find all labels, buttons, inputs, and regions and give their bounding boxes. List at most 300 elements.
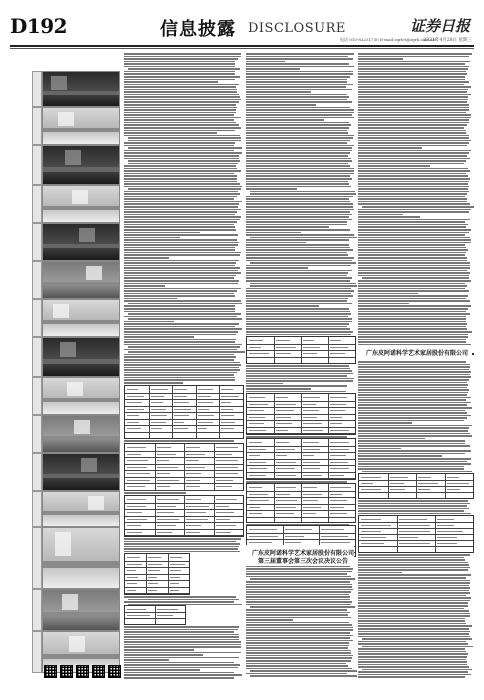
text-line — [358, 63, 465, 65]
text-line — [246, 629, 353, 631]
text-line — [246, 270, 352, 272]
text-line — [358, 608, 464, 610]
text-line — [246, 73, 353, 75]
text-line — [358, 124, 467, 126]
text-line — [362, 638, 472, 640]
text-line — [358, 91, 467, 93]
text-line — [246, 109, 354, 111]
text-line — [246, 188, 297, 190]
text-line — [246, 604, 351, 606]
text-line — [358, 661, 467, 663]
text-line — [246, 290, 354, 292]
text-line — [124, 328, 242, 330]
text-line — [124, 76, 240, 78]
text-line — [246, 252, 347, 254]
text-line — [358, 163, 464, 165]
text-line — [358, 585, 469, 587]
text-line — [358, 582, 470, 584]
text-line — [358, 242, 471, 244]
text-line — [246, 137, 353, 139]
issue-date: 2021年4月28日 星期三 — [423, 38, 472, 43]
text-line — [124, 66, 235, 68]
text-line — [358, 214, 403, 216]
text-line — [246, 209, 354, 211]
text-line — [358, 300, 470, 302]
text-line — [124, 354, 234, 356]
text-line — [358, 379, 469, 381]
text-line — [358, 112, 466, 114]
text-line — [358, 602, 468, 604]
notice-title-1: 广东皮阿诺科学艺术家居股份有限公司 — [366, 350, 469, 357]
text-line — [246, 331, 353, 333]
text-line — [246, 267, 308, 269]
text-line — [246, 627, 353, 629]
text-line — [246, 160, 352, 162]
text-line — [358, 262, 470, 264]
text-line — [246, 383, 283, 385]
text-line — [124, 158, 239, 160]
text-line — [124, 652, 241, 654]
text-line — [246, 642, 349, 644]
photo-side-label — [32, 107, 42, 145]
text-line — [358, 676, 465, 678]
qr-code-icon — [92, 665, 105, 678]
text-line — [246, 280, 350, 282]
text-line — [358, 56, 469, 58]
text-line — [124, 316, 237, 318]
text-line — [358, 420, 464, 422]
text-line — [358, 119, 469, 121]
text-line — [124, 634, 239, 636]
text-line — [246, 216, 349, 218]
text-line — [246, 124, 351, 126]
text-line — [124, 117, 241, 119]
text-line — [250, 578, 355, 580]
text-line — [124, 646, 241, 648]
text-line — [124, 262, 236, 264]
text-line — [362, 646, 473, 648]
text-line — [250, 191, 355, 193]
text-line — [358, 61, 470, 63]
text-line — [246, 211, 350, 213]
text-line — [358, 267, 470, 269]
text-line — [246, 132, 348, 134]
text-line — [246, 247, 350, 249]
text-line — [358, 331, 472, 333]
text-line — [124, 257, 169, 259]
text-line — [246, 165, 350, 167]
text-line — [124, 109, 236, 111]
text-line — [124, 288, 241, 290]
text-line — [128, 351, 245, 353]
text-line — [358, 404, 467, 406]
text-line — [358, 508, 469, 510]
text-line — [128, 68, 240, 70]
text-line — [358, 221, 465, 223]
text-line — [124, 168, 237, 170]
text-line — [246, 365, 349, 367]
text-line — [124, 372, 237, 374]
text-line — [124, 367, 239, 369]
text-line — [124, 94, 239, 96]
text-line — [246, 609, 347, 611]
text-line — [358, 410, 465, 412]
text-line — [358, 448, 401, 450]
text-line — [358, 394, 467, 396]
text-line — [358, 94, 471, 96]
text-line — [124, 73, 235, 75]
text-line — [124, 629, 238, 631]
text-line — [124, 382, 183, 384]
text-line — [246, 665, 348, 667]
text-line — [358, 73, 467, 75]
text-line — [124, 152, 242, 154]
text-line — [124, 339, 236, 341]
text-line — [124, 369, 240, 371]
text-line — [358, 178, 470, 180]
text-line — [246, 596, 350, 598]
text-line — [358, 71, 466, 73]
text-line — [124, 377, 235, 379]
interior-photo-8 — [42, 337, 120, 377]
text-line — [358, 201, 467, 203]
text-line — [124, 344, 242, 346]
text-line — [246, 122, 349, 124]
text-line — [358, 468, 464, 470]
text-line — [250, 283, 356, 285]
text-line — [246, 308, 349, 310]
text-line — [358, 445, 470, 447]
text-line — [358, 557, 464, 559]
text-line — [124, 356, 236, 358]
text-line — [358, 168, 468, 170]
text-line — [124, 91, 237, 93]
text-line — [124, 56, 241, 58]
text-line — [358, 417, 467, 419]
text-line — [358, 339, 466, 341]
text-line — [246, 323, 349, 325]
text-line — [358, 173, 466, 175]
text-line — [246, 145, 354, 147]
interior-photo-1 — [42, 71, 120, 107]
text-line — [358, 610, 469, 612]
text-line — [246, 581, 350, 583]
text-line — [124, 150, 234, 152]
text-line — [246, 380, 353, 382]
text-line — [246, 203, 353, 205]
text-line — [358, 150, 471, 152]
text-line — [358, 341, 466, 343]
text-line — [358, 58, 403, 60]
text-line — [358, 285, 467, 287]
text-line — [246, 591, 351, 593]
text-line — [124, 191, 238, 193]
text-line — [124, 221, 237, 223]
text-line — [358, 109, 469, 111]
text-line — [246, 635, 353, 637]
text-line — [124, 362, 240, 364]
data-table — [124, 495, 244, 537]
text-line — [246, 645, 349, 647]
text-line — [358, 188, 468, 190]
text-line — [246, 58, 353, 60]
text-line — [246, 576, 351, 578]
text-line — [358, 600, 470, 602]
text-line — [358, 305, 471, 307]
text-line — [358, 392, 468, 394]
text-line — [246, 56, 348, 58]
text-line — [246, 566, 350, 568]
text-line — [124, 538, 241, 540]
text-line — [246, 288, 351, 290]
text-line — [246, 385, 347, 387]
text-line — [358, 328, 467, 330]
text-line — [128, 163, 238, 165]
text-line — [246, 81, 347, 83]
text-line — [124, 53, 241, 55]
text-line — [246, 586, 352, 588]
text-line — [124, 86, 236, 88]
text-line — [124, 239, 237, 241]
text-line — [358, 433, 470, 435]
text-line — [358, 249, 468, 251]
text-line — [124, 99, 241, 101]
text-line — [246, 275, 347, 277]
text-line — [124, 219, 240, 221]
text-line — [246, 224, 347, 226]
text-line — [246, 147, 352, 149]
text-line — [358, 226, 466, 228]
text-line — [358, 265, 470, 267]
text-line — [246, 229, 350, 231]
text-line — [358, 620, 465, 622]
section-title: 信息披露 — [160, 19, 236, 40]
text-line — [358, 170, 470, 172]
interior-photo-4 — [42, 185, 120, 223]
text-line — [358, 257, 467, 259]
text-line — [246, 71, 353, 73]
text-line — [246, 86, 346, 88]
text-line — [358, 107, 469, 109]
text-line — [246, 239, 349, 241]
text-line — [124, 290, 237, 292]
text-line — [124, 183, 240, 185]
text-line — [358, 625, 472, 627]
text-line — [246, 114, 352, 116]
text-line — [124, 101, 239, 103]
text-line — [246, 373, 353, 375]
text-line — [124, 71, 235, 73]
text-line — [358, 399, 466, 401]
text-line — [124, 84, 239, 86]
text-line — [358, 384, 468, 386]
text-line — [124, 130, 235, 132]
text-line — [124, 323, 239, 325]
text-line — [358, 427, 469, 429]
photo-side-label — [32, 491, 42, 527]
text-line — [124, 364, 241, 366]
text-line — [358, 234, 465, 236]
text-line — [246, 298, 348, 300]
text-line — [358, 303, 409, 305]
page-number: D192 — [10, 14, 68, 38]
text-line — [358, 196, 465, 198]
text-line — [124, 135, 240, 137]
text-line — [358, 79, 465, 81]
text-line — [124, 234, 238, 236]
photo-side-label — [32, 71, 42, 107]
text-line — [358, 216, 420, 218]
text-line — [124, 649, 194, 651]
text-line — [358, 438, 425, 440]
text-line — [124, 63, 235, 65]
text-line — [358, 651, 466, 653]
interior-photo-14 — [42, 589, 120, 631]
text-line — [358, 369, 469, 371]
text-line — [124, 662, 234, 664]
text-line — [124, 224, 234, 226]
qr-code-icon — [60, 665, 73, 678]
text-line — [124, 321, 174, 323]
interior-photo-12 — [42, 491, 120, 527]
text-line — [124, 543, 240, 545]
text-line — [358, 412, 467, 414]
text-line — [124, 79, 235, 81]
text-line — [246, 112, 354, 114]
text-line — [358, 252, 466, 254]
contact-line: 电话:010-83251730 E-mail:zqrb9@zqrb.sina.net — [340, 37, 437, 42]
text-line — [246, 378, 354, 380]
text-line — [246, 186, 351, 188]
text-line — [358, 89, 468, 91]
text-line — [124, 659, 169, 661]
text-line — [124, 336, 194, 338]
text-line — [358, 198, 467, 200]
text-line — [124, 272, 241, 274]
text-line — [358, 590, 469, 592]
photo-side-label — [32, 145, 42, 185]
text-line — [246, 328, 350, 330]
photo-side-label — [32, 415, 42, 453]
text-line — [358, 450, 471, 452]
text-line — [124, 237, 180, 239]
text-line — [358, 160, 466, 162]
data-table — [246, 438, 356, 480]
text-line — [358, 382, 467, 384]
text-line — [128, 318, 242, 320]
text-line — [128, 147, 242, 149]
text-line — [358, 592, 470, 594]
text-line — [250, 670, 357, 672]
text-line — [124, 104, 236, 106]
text-line — [124, 280, 239, 282]
text-line — [124, 341, 235, 343]
text-line — [246, 617, 351, 619]
text-line — [124, 492, 186, 494]
text-line — [246, 119, 324, 121]
text-line — [246, 175, 350, 177]
text-line — [124, 107, 237, 109]
text-line — [358, 466, 464, 468]
text-line — [358, 145, 467, 147]
text-line — [250, 237, 357, 239]
text-line — [124, 249, 235, 251]
text-line — [124, 265, 235, 267]
text-line — [358, 376, 471, 378]
text-line — [124, 379, 235, 381]
text-line — [358, 422, 412, 424]
text-line — [128, 599, 239, 601]
text-line — [246, 104, 316, 106]
text-line — [124, 196, 237, 198]
text-line — [246, 303, 352, 305]
text-line — [246, 573, 347, 575]
text-line — [246, 76, 350, 78]
text-line — [124, 283, 238, 285]
interior-photo-11 — [42, 453, 120, 491]
text-line — [128, 313, 241, 315]
text-line — [246, 201, 350, 203]
text-line — [358, 510, 464, 512]
data-table — [358, 515, 474, 553]
text-line — [358, 463, 471, 465]
text-line — [358, 158, 470, 160]
text-line — [358, 272, 470, 274]
brand-logo: 证券日报 — [409, 17, 470, 35]
text-line — [246, 305, 319, 307]
text-line — [358, 361, 466, 363]
text-line — [358, 402, 471, 404]
text-line — [358, 387, 467, 389]
text-line — [246, 601, 352, 603]
text-line — [358, 260, 467, 262]
text-line — [358, 653, 468, 655]
text-line — [124, 601, 234, 603]
text-line — [358, 562, 468, 564]
text-line — [124, 667, 238, 669]
text-line — [358, 323, 467, 325]
text-line — [358, 293, 418, 295]
interior-photo-5 — [42, 223, 120, 261]
text-line — [124, 267, 240, 269]
text-line — [358, 666, 469, 668]
text-line — [250, 606, 355, 608]
text-line — [124, 440, 234, 442]
text-line — [124, 226, 235, 228]
text-line — [358, 430, 468, 432]
photo-side-label — [32, 223, 42, 261]
text-line — [358, 247, 466, 249]
text-line — [358, 664, 467, 666]
text-line — [358, 659, 466, 661]
text-line — [124, 132, 217, 134]
text-line — [124, 181, 237, 183]
page-header — [10, 14, 476, 44]
text-line — [246, 173, 354, 175]
text-line — [358, 175, 468, 177]
text-line — [124, 175, 237, 177]
text-line — [124, 232, 200, 234]
text-line — [246, 150, 352, 152]
text-line — [358, 68, 468, 70]
text-line — [246, 234, 354, 236]
photo-side-label — [32, 261, 42, 299]
text-line — [246, 244, 349, 246]
text-line — [358, 567, 470, 569]
text-line — [358, 554, 470, 556]
text-line — [246, 624, 352, 626]
text-line — [358, 127, 464, 129]
